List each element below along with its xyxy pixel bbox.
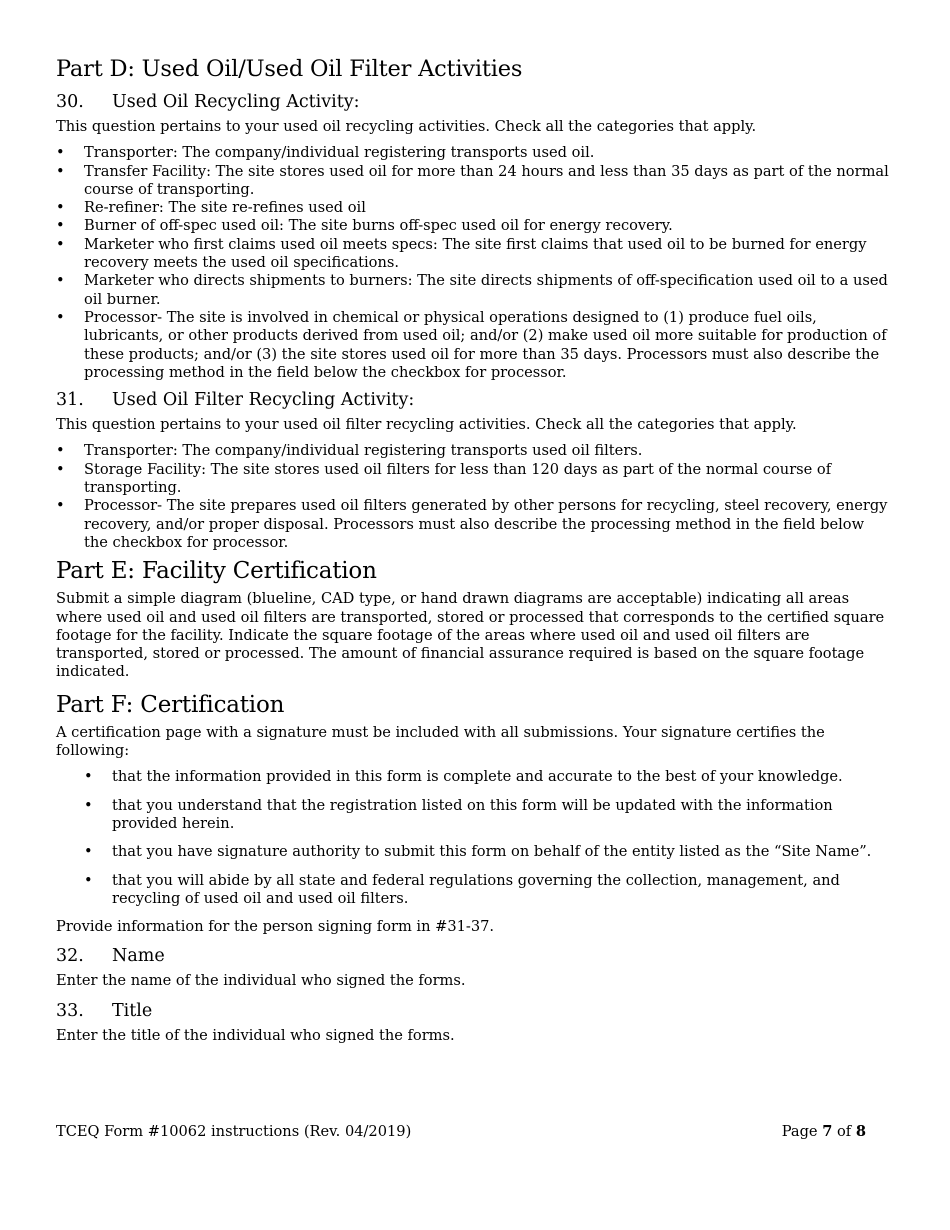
question-title: Used Oil Filter Recycling Activity: — [112, 390, 415, 411]
question-title: Name — [112, 946, 165, 967]
question-number: 33. — [56, 1000, 84, 1021]
document-page — [56, 54, 892, 1053]
page-footer — [56, 1123, 866, 1140]
question-title: Used Oil Recycling Activity: — [112, 92, 360, 112]
list-item: • Processor- The site is involved in chemical or physical operations designed to (1) produce fuel oils, lubricants, or other products derived from used oil; and/or (2) make used oil more suitable for production of these products; and/or (3) the site stores used oil for more than 35 days. Processors must also describe the processing method in the field below the checkbox for processor. — [56, 309, 892, 382]
page-of: of — [837, 1123, 852, 1140]
list-item: • Re-refiner: The site re-refines used oil — [56, 199, 892, 217]
part-f-heading: Part F: Certification — [56, 691, 285, 718]
list-item: • Transporter: The company/individual registering transports used oil. — [56, 144, 892, 162]
list-item: • Marketer who directs shipments to burners: The site directs shipments of off-specification used oil to a used oil burner. — [56, 272, 892, 309]
question-30-heading — [56, 90, 892, 114]
list-item: • Marketer who first claims used oil meets specs: The site first claims that used oil to be burned for energy recovery meets the used oil specifications. — [56, 236, 892, 273]
question-30-intro: This question pertains to your used oil recycling activities. Check all the categories that apply. — [56, 118, 757, 135]
page-prefix: Page — [781, 1123, 818, 1140]
part-e-heading: Part E: Facility Certification — [56, 558, 377, 585]
form-reference: TCEQ Form #10062 instructions (Rev. 04/2019) — [56, 1123, 412, 1140]
question-number: 30. — [56, 92, 84, 112]
question-30-list — [56, 144, 892, 382]
list-item: • that you have signature authority to submit this form on behalf of the entity listed as the “Site Name”. — [56, 843, 892, 861]
question-31-intro: This question pertains to your used oil filter recycling activities. Check all the categories that apply. — [56, 416, 797, 434]
total-pages: 8 — [855, 1123, 866, 1140]
question-31-list — [56, 442, 892, 552]
list-item: • Processor- The site prepares used oil filters generated by other persons for recycling, steel recovery, energy recovery, and/or proper disposal. Processors must also describe the processing method in the field below the checkbox for processor. — [56, 497, 892, 552]
question-number: 31. — [56, 390, 84, 411]
question-33-heading — [56, 999, 892, 1023]
question-31-heading — [56, 388, 892, 412]
part-f-intro: A certification page with a signature must be included with all submissions. Your signature certifies the following: — [56, 723, 825, 760]
list-item: • that the information provided in this form is complete and accurate to the best of your knowledge. — [56, 768, 892, 786]
certification-list — [56, 768, 892, 908]
part-e-body: Submit a simple diagram (blueline, CAD type, or hand drawn diagrams are acceptable) indicating all areas where used oil and used oil filters are transported, stored or processed that corresponds to the certified square footage for the facility. Indicate the square footage of the areas where used oil and used oil filters are transported, stored or processed. The amount of financial assurance required is based on the square footage indicated. — [56, 590, 885, 681]
current-page: 7 — [822, 1123, 833, 1140]
list-item: • Transporter: The company/individual registering transports used oil filters. — [56, 442, 892, 460]
page-number — [782, 1123, 866, 1140]
question-32-heading — [56, 944, 892, 968]
question-32-body: Enter the name of the individual who signed the forms. — [56, 972, 466, 990]
list-item: • that you will abide by all state and federal regulations governing the collection, management, and recycling of used oil and used oil filters. — [56, 872, 892, 909]
list-item: • Burner of off-spec used oil: The site burns off-spec used oil for energy recovery. — [56, 217, 892, 235]
question-33-body: Enter the title of the individual who signed the forms. — [56, 1026, 455, 1044]
question-title: Title — [112, 1000, 153, 1021]
list-item: • that you understand that the registration listed on this form will be updated with the information provided herein. — [56, 797, 892, 834]
list-item: • Transfer Facility: The site stores used oil for more than 24 hours and less than 35 days as part of the normal course of transporting. — [56, 163, 892, 200]
question-number: 32. — [56, 946, 84, 967]
part-d-heading: Part D: Used Oil/Used Oil Filter Activities — [56, 56, 523, 82]
list-item: • Storage Facility: The site stores used oil filters for less than 120 days as part of the normal course of transporting. — [56, 461, 892, 498]
provide-info-text: Provide information for the person signing form in #31-37. — [56, 918, 495, 936]
